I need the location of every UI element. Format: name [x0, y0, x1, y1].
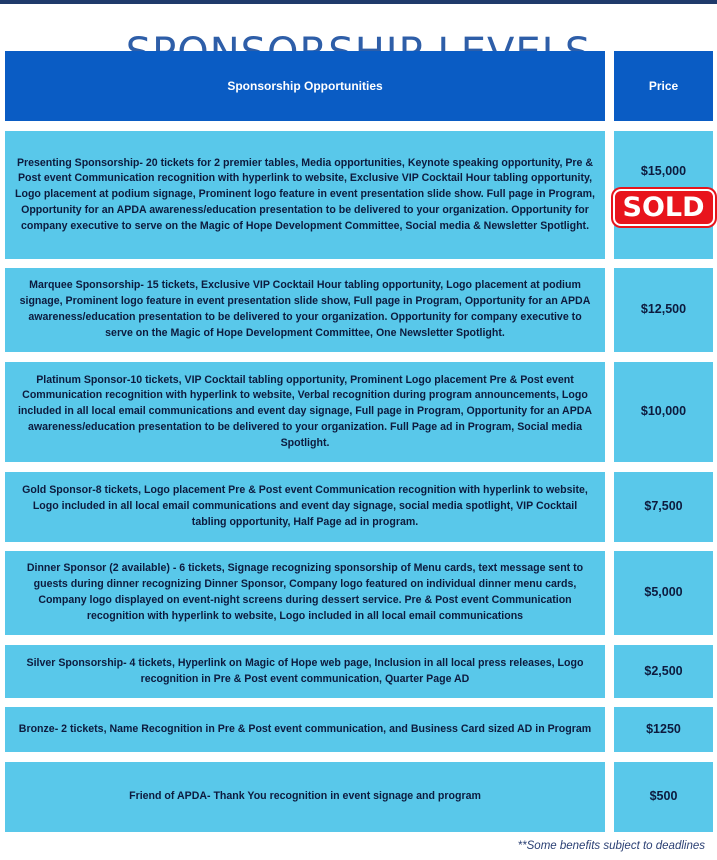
row-description-platinum: Platinum Sponsor-10 tickets, VIP Cocktail tabling opportunity, Prominent Logo placement Pre & Post event Communication recognition with hyperlink to website, Verbal recognition during program announcements, Logo included in all local email communications and event day signage, Full page in Program, Opportunity for an APDA awareness/education presentation to be delivered to your organization. Full Page ad in Program, Social media Spotlight. — [5, 362, 605, 462]
row-price-bronze: $1250 — [614, 707, 713, 752]
row-description-friend: Friend of APDA- Thank You recognition in event signage and program — [5, 762, 605, 832]
row-price-marquee: $12,500 — [614, 268, 713, 352]
sold-badge: SOLD — [613, 189, 715, 226]
row-price-gold: $7,500 — [614, 472, 713, 542]
row-description-gold: Gold Sponsor-8 tickets, Logo placement Pre & Post event Communication recognition with hyperlink to website, Logo included in all local email communications and event day signage, social media spotlight, VIP Cocktail tabling opportunity, Half Page ad in program. — [5, 472, 605, 542]
header-opportunities: Sponsorship Opportunities — [5, 51, 605, 121]
row-description-silver: Silver Sponsorship- 4 tickets, Hyperlink on Magic of Hope web page, Inclusion in all local press releases, Logo recognition in Pre & Post event communication, Quarter Page AD — [5, 645, 605, 698]
row-description-bronze: Bronze- 2 tickets, Name Recognition in Pre & Post event communication, and Business Card sized AD in Program — [5, 707, 605, 752]
row-price-presenting — [614, 131, 713, 259]
row-description-marquee: Marquee Sponsorship- 15 tickets, Exclusive VIP Cocktail Hour tabling opportunity, Logo placement at podium signage, Prominent logo feature in event presentation slide show, Full page in Program, Opportunity for an APDA awareness/education presentation to be delivered to your organization. Opportunity for company executive to serve on the Magic of Hope Development Committee, One Newsletter Spotlight. — [5, 268, 605, 352]
header-price: Price — [614, 51, 713, 121]
row-price-silver: $2,500 — [614, 645, 713, 698]
row-description-presenting: Presenting Sponsorship- 20 tickets for 2 premier tables, Media opportunities, Keynote speaking opportunity, Pre & Post event Communication recognition with hyperlink to website, Exclusive VIP Cocktail Hour tabling opportunity, Logo placement at podium signage, Prominent logo feature in event presentation slide show. Full page in Program, Opportunity for an APDA awareness/education presentation to be delivered to your organization. Opportunity for company executive to serve on the Magic of Hope Development Committee, Social media & Newsletter Spotlight. — [5, 131, 605, 259]
footnote: **Some benefits subject to deadlines — [517, 840, 705, 852]
price-value: $15,000 — [640, 163, 687, 178]
row-price-friend: $500 — [614, 762, 713, 832]
row-description-dinner: Dinner Sponsor (2 available) - 6 tickets, Signage recognizing sponsorship of Menu cards, text message sent to guests during dinner recognizing Dinner Sponsor, Company logo featured on individual dinner menu cards, Company logo displayed on event-night screens during dessert service. Pre & Post event Communication recognition with hyperlink to website, Logo included in all local email communications — [5, 551, 605, 635]
row-price-platinum: $10,000 — [614, 362, 713, 462]
row-price-dinner: $5,000 — [614, 551, 713, 635]
top-rule — [0, 0, 717, 4]
